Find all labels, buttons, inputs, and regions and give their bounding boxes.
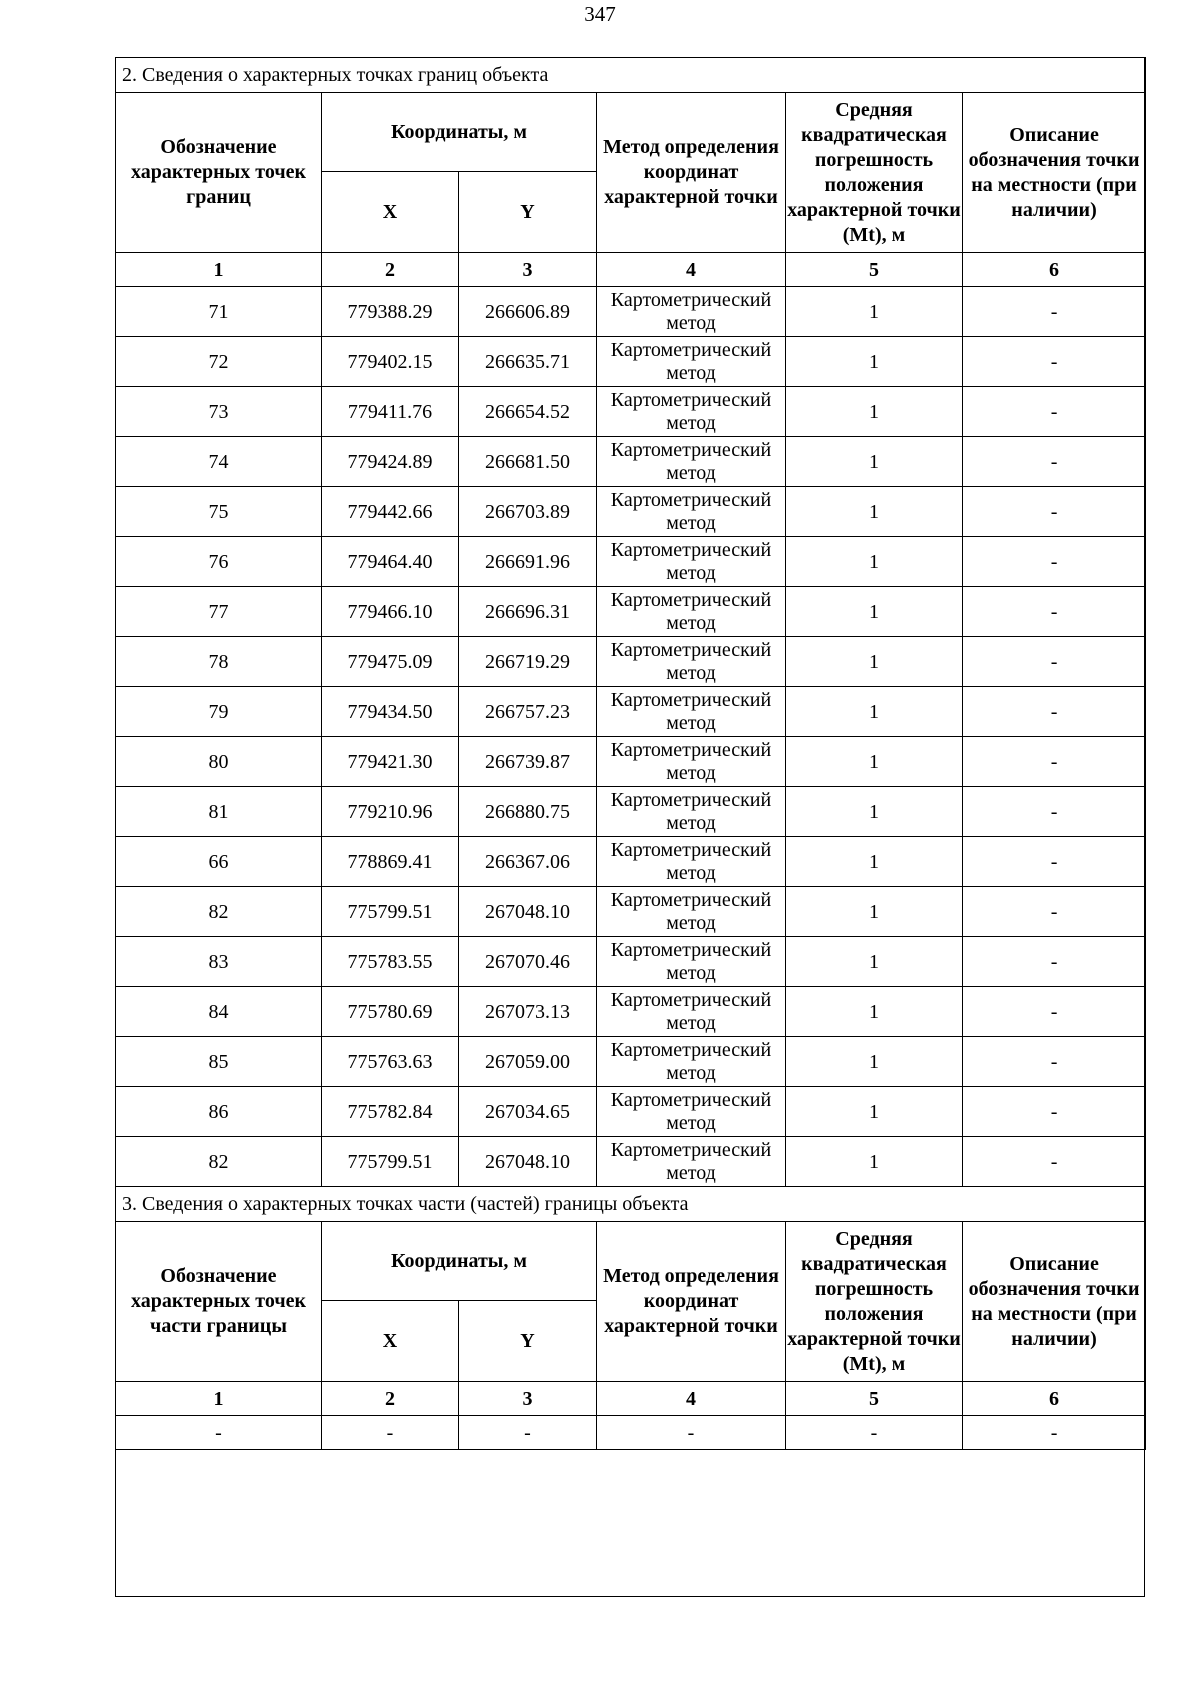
point-id-cell: 77 (116, 587, 322, 637)
error-cell: 1 (786, 1087, 963, 1137)
point-id-cell: 78 (116, 637, 322, 687)
table-row (116, 387, 1146, 437)
x-coordinate-cell: 779210.96 (322, 787, 459, 837)
table-row (116, 587, 1146, 637)
error-cell: 1 (786, 287, 963, 337)
table-row (116, 687, 1146, 737)
method-cell: Картометрический метод (597, 287, 786, 337)
y-coordinate-cell: 266757.23 (459, 687, 597, 737)
y-coordinate-cell: 266691.96 (459, 537, 597, 587)
table-row (116, 787, 1146, 837)
y-coordinate-cell: 266681.50 (459, 437, 597, 487)
method-cell: Картометрический метод (597, 1137, 786, 1187)
header-coordinates: Координаты, м (322, 1222, 597, 1301)
table-row (116, 287, 1146, 337)
description-cell: - (963, 387, 1146, 437)
y-coordinate-cell: 266654.52 (459, 387, 597, 437)
error-cell: 1 (786, 987, 963, 1037)
points-table (115, 57, 1146, 1450)
header-error: Средняя квадратическая погрешность положения характерной точки (Mt), м (786, 1222, 963, 1382)
method-cell: Картометрический метод (597, 487, 786, 537)
error-cell: 1 (786, 537, 963, 587)
point-id-cell: 66 (116, 837, 322, 887)
method-cell: Картометрический метод (597, 537, 786, 587)
column-number: 2 (322, 253, 459, 287)
description-cell: - (963, 1137, 1146, 1187)
description-cell: - (963, 787, 1146, 837)
y-coordinate-cell: 266367.06 (459, 837, 597, 887)
point-id-cell: 74 (116, 437, 322, 487)
y-coordinate-cell: 266703.89 (459, 487, 597, 537)
table-row (116, 487, 1146, 537)
x-coordinate-cell: 779421.30 (322, 737, 459, 787)
y-coordinate-cell: 266606.89 (459, 287, 597, 337)
column-number: 1 (116, 1382, 322, 1416)
table-cell: - (459, 1416, 597, 1450)
section2-title-row (116, 58, 1146, 93)
error-cell: 1 (786, 837, 963, 887)
description-cell: - (963, 837, 1146, 887)
error-cell: 1 (786, 637, 963, 687)
column-number: 6 (963, 1382, 1146, 1416)
y-coordinate-cell: 266739.87 (459, 737, 597, 787)
table-row (116, 937, 1146, 987)
x-coordinate-cell: 779466.10 (322, 587, 459, 637)
x-coordinate-cell: 779442.66 (322, 487, 459, 537)
error-cell: 1 (786, 437, 963, 487)
description-cell: - (963, 687, 1146, 737)
error-cell: 1 (786, 887, 963, 937)
description-cell: - (963, 887, 1146, 937)
error-cell: 1 (786, 487, 963, 537)
point-id-cell: 83 (116, 937, 322, 987)
x-coordinate-cell: 775783.55 (322, 937, 459, 987)
header-description: Описание обозначения точки на местности (при наличии) (963, 93, 1146, 253)
column-number: 4 (597, 253, 786, 287)
page-number: 347 (584, 2, 616, 26)
table-row (116, 537, 1146, 587)
method-cell: Картометрический метод (597, 737, 786, 787)
x-coordinate-cell: 778869.41 (322, 837, 459, 887)
header-error: Средняя квадратическая погрешность положения характерной точки (Mt), м (786, 93, 963, 253)
x-coordinate-cell: 775799.51 (322, 1137, 459, 1187)
column-number: 3 (459, 253, 597, 287)
x-coordinate-cell: 779464.40 (322, 537, 459, 587)
section2-column-numbers (116, 253, 1146, 287)
method-cell: Картометрический метод (597, 587, 786, 637)
error-cell: 1 (786, 937, 963, 987)
error-cell: 1 (786, 687, 963, 737)
y-coordinate-cell: 267070.46 (459, 937, 597, 987)
point-id-cell: 86 (116, 1087, 322, 1137)
x-coordinate-cell: 779434.50 (322, 687, 459, 737)
column-number: 4 (597, 1382, 786, 1416)
x-coordinate-cell: 775799.51 (322, 887, 459, 937)
method-cell: Картометрический метод (597, 387, 786, 437)
x-coordinate-cell: 775763.63 (322, 1037, 459, 1087)
point-id-cell: 73 (116, 387, 322, 437)
table-cell: - (786, 1416, 963, 1450)
table-row (116, 337, 1146, 387)
x-coordinate-cell: 779388.29 (322, 287, 459, 337)
method-cell: Картометрический метод (597, 337, 786, 387)
description-cell: - (963, 1087, 1146, 1137)
error-cell: 1 (786, 387, 963, 437)
header-y: Y (459, 1301, 597, 1382)
header-x: X (322, 172, 459, 253)
column-number: 5 (786, 253, 963, 287)
y-coordinate-cell: 266696.31 (459, 587, 597, 637)
table-row (116, 1137, 1146, 1187)
point-id-cell: 80 (116, 737, 322, 787)
section3-header-row (116, 1222, 1146, 1301)
error-cell: 1 (786, 587, 963, 637)
table-row (116, 737, 1146, 787)
y-coordinate-cell: 267034.65 (459, 1087, 597, 1137)
y-coordinate-cell: 266719.29 (459, 637, 597, 687)
description-cell: - (963, 537, 1146, 587)
y-coordinate-cell: 266635.71 (459, 337, 597, 387)
column-number: 6 (963, 253, 1146, 287)
point-id-cell: 82 (116, 887, 322, 937)
description-cell: - (963, 737, 1146, 787)
description-cell: - (963, 437, 1146, 487)
description-cell: - (963, 587, 1146, 637)
section2-header-row (116, 93, 1146, 172)
point-id-cell: 72 (116, 337, 322, 387)
table-row (116, 987, 1146, 1037)
point-id-cell: 71 (116, 287, 322, 337)
method-cell: Картометрический метод (597, 887, 786, 937)
error-cell: 1 (786, 737, 963, 787)
description-cell: - (963, 487, 1146, 537)
section3-empty-row (116, 1416, 1146, 1450)
table-row (116, 1087, 1146, 1137)
header-description: Описание обозначения точки на местности (при наличии) (963, 1222, 1146, 1382)
point-id-cell: 84 (116, 987, 322, 1037)
point-id-cell: 79 (116, 687, 322, 737)
y-coordinate-cell: 266880.75 (459, 787, 597, 837)
method-cell: Картометрический метод (597, 937, 786, 987)
description-cell: - (963, 987, 1146, 1037)
table-cell: - (116, 1416, 322, 1450)
error-cell: 1 (786, 787, 963, 837)
column-number: 3 (459, 1382, 597, 1416)
error-cell: 1 (786, 337, 963, 387)
method-cell: Картометрический метод (597, 1087, 786, 1137)
y-coordinate-cell: 267073.13 (459, 987, 597, 1037)
x-coordinate-cell: 779402.15 (322, 337, 459, 387)
method-cell: Картометрический метод (597, 987, 786, 1037)
section3-title: 3. Сведения о характерных точках части (частей) границы объекта (116, 1187, 1146, 1222)
header-y: Y (459, 172, 597, 253)
method-cell: Картометрический метод (597, 687, 786, 737)
point-id-cell: 85 (116, 1037, 322, 1087)
point-id-cell: 82 (116, 1137, 322, 1187)
section3-column-numbers (116, 1382, 1146, 1416)
column-number: 5 (786, 1382, 963, 1416)
error-cell: 1 (786, 1037, 963, 1087)
table-row (116, 437, 1146, 487)
table-cell: - (597, 1416, 786, 1450)
description-cell: - (963, 1037, 1146, 1087)
table-row (116, 887, 1146, 937)
x-coordinate-cell: 775782.84 (322, 1087, 459, 1137)
header-method: Метод определения координат характерной точки (597, 93, 786, 253)
method-cell: Картометрический метод (597, 437, 786, 487)
x-coordinate-cell: 779475.09 (322, 637, 459, 687)
table-row (116, 1037, 1146, 1087)
table-cell: - (322, 1416, 459, 1450)
header-x: X (322, 1301, 459, 1382)
x-coordinate-cell: 775780.69 (322, 987, 459, 1037)
section3-title-row (116, 1187, 1146, 1222)
header-designation: Обозначение характерных точек границ (116, 93, 322, 253)
header-coordinates: Координаты, м (322, 93, 597, 172)
point-id-cell: 76 (116, 537, 322, 587)
method-cell: Картометрический метод (597, 837, 786, 887)
method-cell: Картометрический метод (597, 1037, 786, 1087)
description-cell: - (963, 287, 1146, 337)
point-id-cell: 75 (116, 487, 322, 537)
description-cell: - (963, 337, 1146, 387)
column-number: 2 (322, 1382, 459, 1416)
y-coordinate-cell: 267048.10 (459, 887, 597, 937)
section2-title: 2. Сведения о характерных точках границ объекта (116, 58, 1146, 93)
description-cell: - (963, 637, 1146, 687)
header-designation: Обозначение характерных точек части границы (116, 1222, 322, 1382)
description-cell: - (963, 937, 1146, 987)
method-cell: Картометрический метод (597, 637, 786, 687)
table-cell: - (963, 1416, 1146, 1450)
x-coordinate-cell: 779424.89 (322, 437, 459, 487)
table-row (116, 637, 1146, 687)
header-method: Метод определения координат характерной точки (597, 1222, 786, 1382)
y-coordinate-cell: 267059.00 (459, 1037, 597, 1087)
y-coordinate-cell: 267048.10 (459, 1137, 597, 1187)
error-cell: 1 (786, 1137, 963, 1187)
method-cell: Картометрический метод (597, 787, 786, 837)
table-row (116, 837, 1146, 887)
x-coordinate-cell: 779411.76 (322, 387, 459, 437)
column-number: 1 (116, 253, 322, 287)
point-id-cell: 81 (116, 787, 322, 837)
